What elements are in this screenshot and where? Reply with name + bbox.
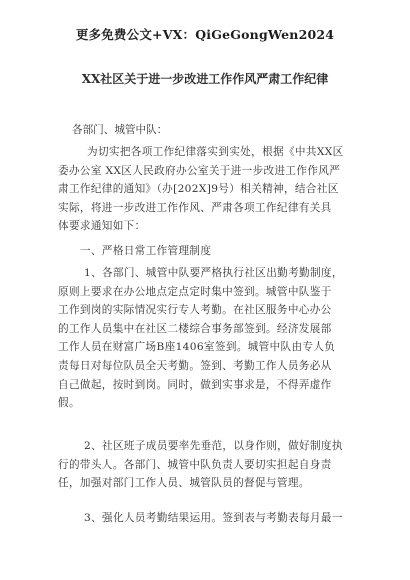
- paragraph-results: [58, 509, 354, 528]
- paragraph-line: 原则上要求在办公地点定点定时集中签到。城管中队鉴于: [58, 285, 332, 298]
- paragraph-line: 为切实把各项工作纪律落实到实处，根据《中共XX区: [87, 146, 344, 158]
- paragraph-line: 体要求通知如下：: [58, 220, 146, 233]
- paragraph-line: 行的带头人。各部门、城管中队负责人要切实担起自身责: [58, 458, 332, 471]
- paragraph-line: 实际，将进一步改进工作作风、严肃各项工作纪律有关具: [58, 201, 332, 214]
- paragraph-line: 委办公室 XX区人民政府办公室关于进一步改进工作作风严: [58, 164, 341, 177]
- promo-banner: 更多免费公文+VX：QiGeGongWen2024: [75, 27, 335, 42]
- section-heading: [58, 242, 354, 261]
- paragraph-line: 自己做起，按时到岗。同时，做到实事求是，不得弄虚作: [58, 378, 332, 391]
- paragraph-leadership: [58, 437, 354, 493]
- salutation: 各部门、城管中队：: [72, 124, 168, 136]
- paragraph-line: 2、社区班子成员要率先垂范，以身作则，做好制度执: [84, 440, 343, 452]
- paragraph-line: 1、各部门、城管中队要严格执行社区出勤考勤制度，: [84, 267, 343, 279]
- document-title: XX社区关于进一步改进工作作风严肃工作纪律: [81, 72, 329, 86]
- paragraph-line: 工作人员在财富广场B座1406室签到。城管中队由专人负: [58, 341, 336, 354]
- paragraph-intro: [58, 143, 354, 236]
- paragraph-line: 3、强化人员考勤结果运用。签到表与考勤表每月最一: [84, 512, 343, 524]
- paragraph-line: 责每日对每位队员全天考勤。签到、考勤工作人员务必从: [58, 359, 332, 372]
- paragraph-line: 肃工作纪律的通知》（办[202X]9号）相关精神，结合社区: [58, 183, 339, 196]
- section-heading-text: 一、严格日常工作管理制度: [80, 245, 212, 257]
- paragraph-attendance: [58, 264, 354, 413]
- paragraph-line: 的工作人员集中在社区二楼综合事务部签到。经济发展部: [58, 322, 332, 335]
- paragraph-line: 工作到岗的实际情况实行专人考勤。在社区服务中心办公: [58, 304, 332, 317]
- paragraph-line: 任，加强对部门工作人员、城管队员的督促与管理。: [58, 477, 310, 490]
- paragraph-line: 假。: [58, 397, 80, 410]
